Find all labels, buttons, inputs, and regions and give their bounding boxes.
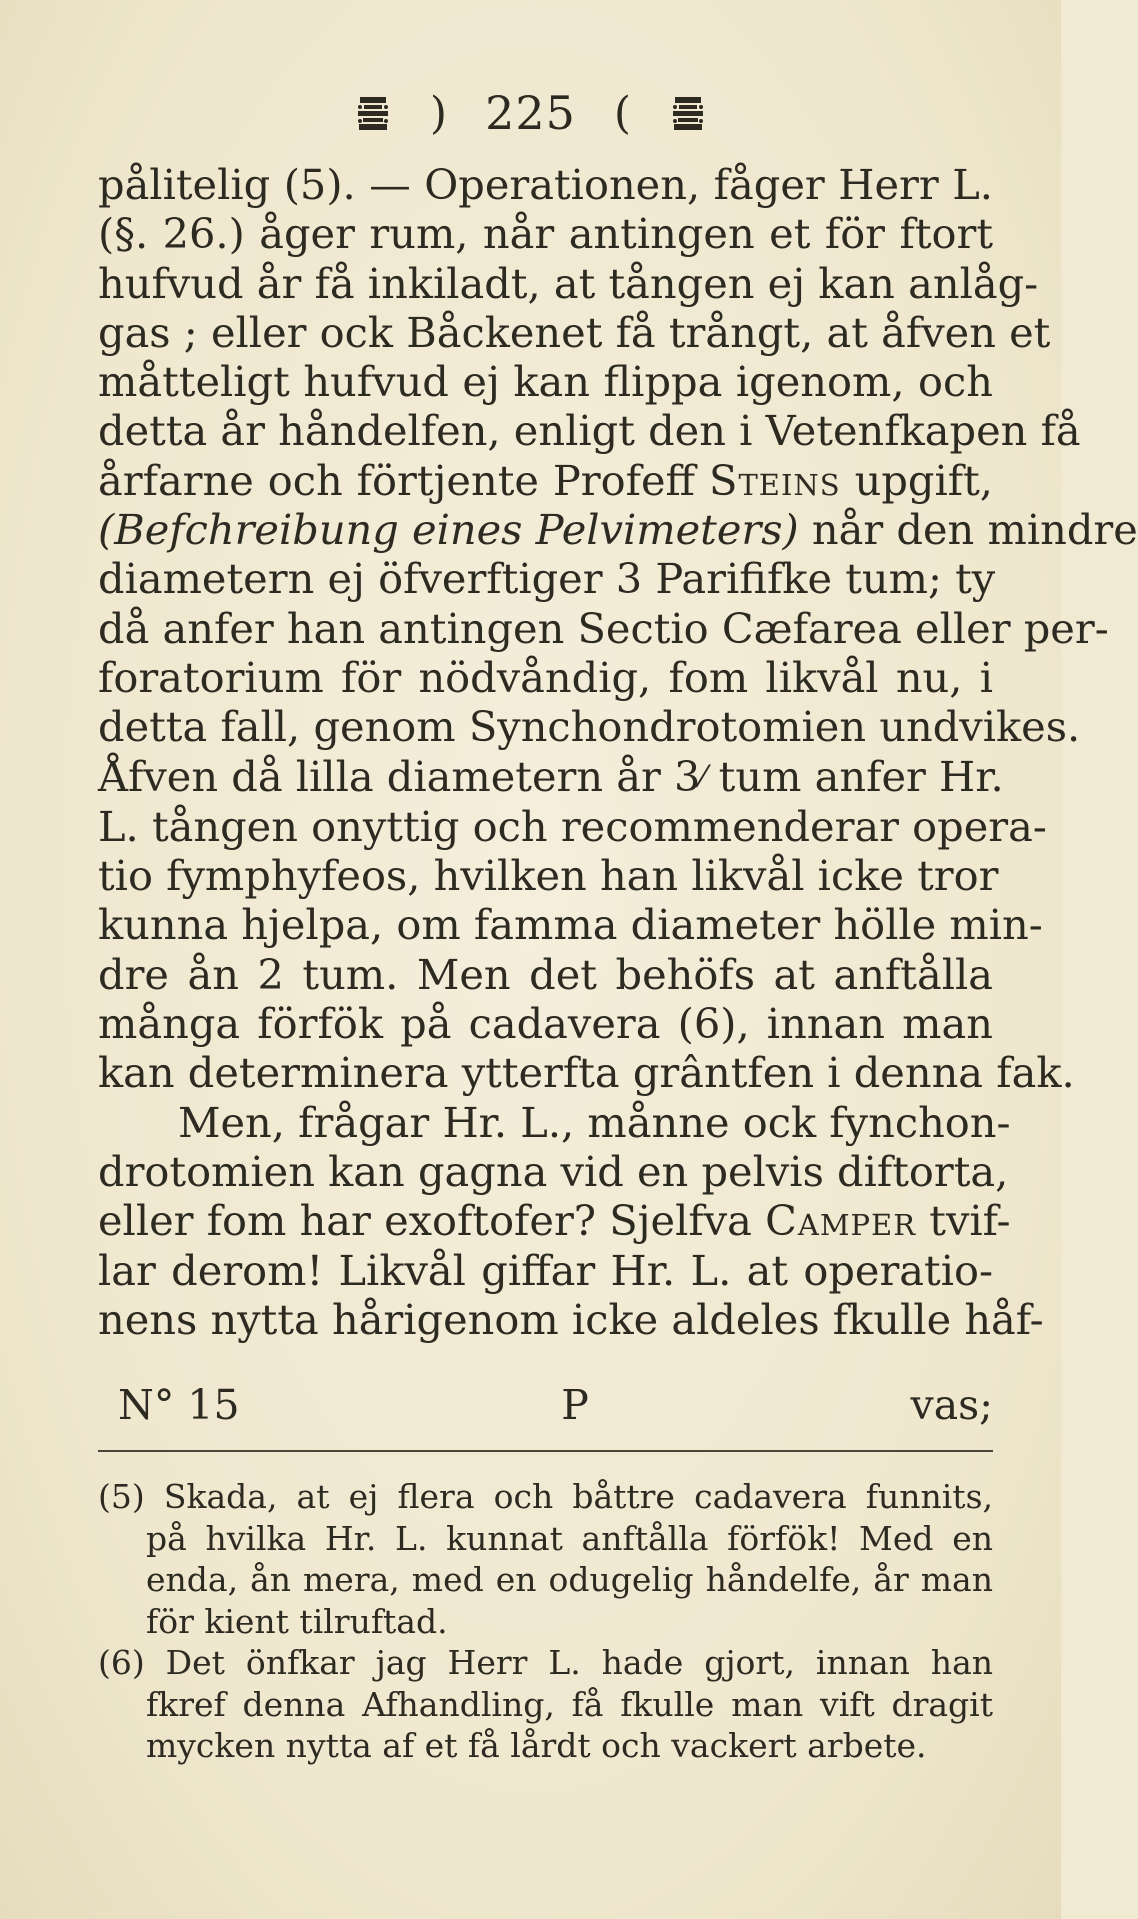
text-line: detta fall, genom Synchondrotomien undvikes. [98,702,1081,752]
footnote-line: enda, ån mera, med en odugelig håndelfe, år man [146,1560,993,1599]
text-line: tio fymphyfeos, hvilken han likvål icke tror [98,851,999,901]
text-line [98,505,1138,555]
footnote-line: (5) Skada, at ej flera och båttre cadavera funnits, [98,1477,993,1516]
footnote-divider [98,1450,993,1452]
text-line: nens nytta hårigenom icke aldeles fkulle håf- [98,1294,1044,1344]
author-name-camper: Camper [765,1196,917,1246]
running-header [0,88,1061,138]
text-line: lar derom! Likvål giffar Hr. L. at operatio- [98,1245,993,1295]
footnote-line: mycken nytta af et få lårdt och vackert arbete. [146,1726,927,1765]
text-line: pålitelig (5). — Operationen, fåger Herr L. [98,160,993,209]
text-line: kunna hjelpa, om famma diameter hölle min- [98,900,1043,950]
text-line [98,1196,1011,1246]
text-line: måtteligt hufvud ej kan flippa igenom, och [98,357,993,407]
footnote-line: på hvilka Hr. L. kunnat anftålla förfök! Med en [146,1518,993,1558]
author-name-steins: Steins [709,455,841,505]
text-segment: tvif- [929,1196,1011,1246]
cited-title: (Befchreibung eines Pelvimeters) [98,505,799,555]
footnote-line: (6) Det önfkar jag Herr L. hade gjort, innan han [98,1643,993,1682]
text-line [98,751,1004,802]
catchword: vas; [910,1381,993,1429]
text-segment: årfarne och förtjente Profeff [98,455,696,505]
main-text-block [98,160,1138,1344]
text-line: då anfer han antingen Sectio Cæfarea eller per- [98,603,1109,653]
text-line: (§. 26.) åger rum, når antingen et för ftort [98,209,993,259]
text-segment: Åfven då lilla diametern år 3 [98,751,701,801]
header-left-bracket: ) [429,87,448,139]
footnotes [98,1476,993,1767]
fraction-glyph-icon: ⁄ [700,759,706,795]
text-line: Men, frågar Hr. L., månne ock fynchon- [178,1097,1011,1147]
text-line: dre ån 2 tum. Men det behöfs at anftålla [98,949,993,999]
signature-letter: P [561,1381,589,1429]
header-right-bracket: ( [613,87,632,139]
text-line: kan determinera ytterfta grântfen i denna fak. [98,1048,1075,1098]
text-line: detta år håndelfen, enligt den i Vetenfkapen få [98,406,1081,456]
footnote-line: för kient tilruftad. [146,1601,448,1641]
text-segment: upgift, [854,455,993,505]
signature-line [118,1381,993,1429]
printer-ornament-right-icon [669,93,707,133]
printer-ornament-left-icon [354,93,392,133]
page-number: 225 [485,86,576,140]
text-line: hufvud år få inkiladt, at tången ej kan anlåg- [98,258,1039,308]
text-segment: tum anfer Hr. [718,751,1004,801]
text-line: diametern ej öfverftiger 3 Parififke tum; ty [98,554,996,604]
text-line [98,456,993,505]
text-segment: eller fom har exoftofer? Sjelfva [98,1196,752,1246]
text-line: drotomien kan gagna vid en pelvis diftorta, [98,1146,1009,1196]
footnote-line: fkref denna Afhandling, få fkulle man vift dragit [146,1684,993,1724]
text-segment: når den mindre [811,505,1138,555]
text-line: foratorium för nödvåndig, fom likvål nu, i [98,652,993,702]
text-line: gas ; eller ock Båckenet få trångt, at åfven et [98,307,1051,357]
text-line: många förfök på cadavera (6), innan man [98,999,993,1049]
signature-mark: N° 15 [118,1381,240,1429]
text-line: L. tången onyttig och recommenderar opera- [98,801,1047,851]
